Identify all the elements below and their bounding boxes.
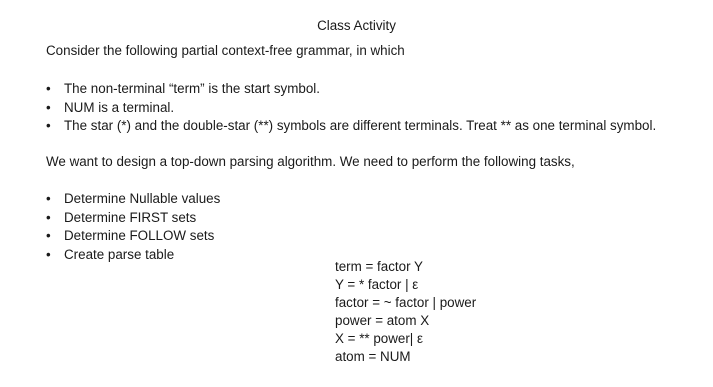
list-item xyxy=(46,80,656,99)
grammar-rule: atom = NUM xyxy=(335,349,411,364)
notes-list xyxy=(46,80,656,136)
note-text: The star (*) and the double-star (**) symbols are different terminals. Treat ** as one terminal symbol. xyxy=(64,118,657,133)
bullet-icon: • xyxy=(46,99,51,115)
bullet-icon: • xyxy=(46,118,51,133)
grammar-rule: power = atom X xyxy=(335,313,430,328)
bullet-icon: • xyxy=(46,246,51,262)
note-text: NUM is a terminal. xyxy=(64,99,175,115)
tasks-list xyxy=(46,190,220,264)
task-text: Create parse table xyxy=(64,246,175,262)
grammar-rule: Y = * factor | ε xyxy=(335,277,419,292)
grammar-rule: X = ** power| ε xyxy=(335,331,423,346)
grammar-rule: term = factor Y xyxy=(335,259,423,274)
slide-title: Class Activity xyxy=(317,18,396,33)
task-text: Determine FOLLOW sets xyxy=(64,228,215,243)
task-intro-text: We want to design a top-down parsing algorithm. We need to perform the following tasks, xyxy=(46,154,575,169)
note-text: The non-terminal “term” is the start symbol. xyxy=(64,81,320,96)
grammar-rule: factor = ~ factor | power xyxy=(335,295,477,310)
list-item xyxy=(46,227,220,246)
list-item xyxy=(46,99,656,118)
list-item xyxy=(46,117,656,136)
task-text: Determine FIRST sets xyxy=(64,209,197,225)
bullet-icon: • xyxy=(46,228,51,243)
intro-text: Consider the following partial context-free grammar, in which xyxy=(46,43,405,58)
task-text: Determine Nullable values xyxy=(64,191,221,206)
bullet-icon: • xyxy=(46,191,51,206)
bullet-icon: • xyxy=(46,209,51,225)
bullet-icon: • xyxy=(46,81,51,96)
grammar-rules xyxy=(335,258,476,366)
list-item xyxy=(46,246,220,265)
list-item xyxy=(46,209,220,228)
list-item xyxy=(46,190,220,209)
